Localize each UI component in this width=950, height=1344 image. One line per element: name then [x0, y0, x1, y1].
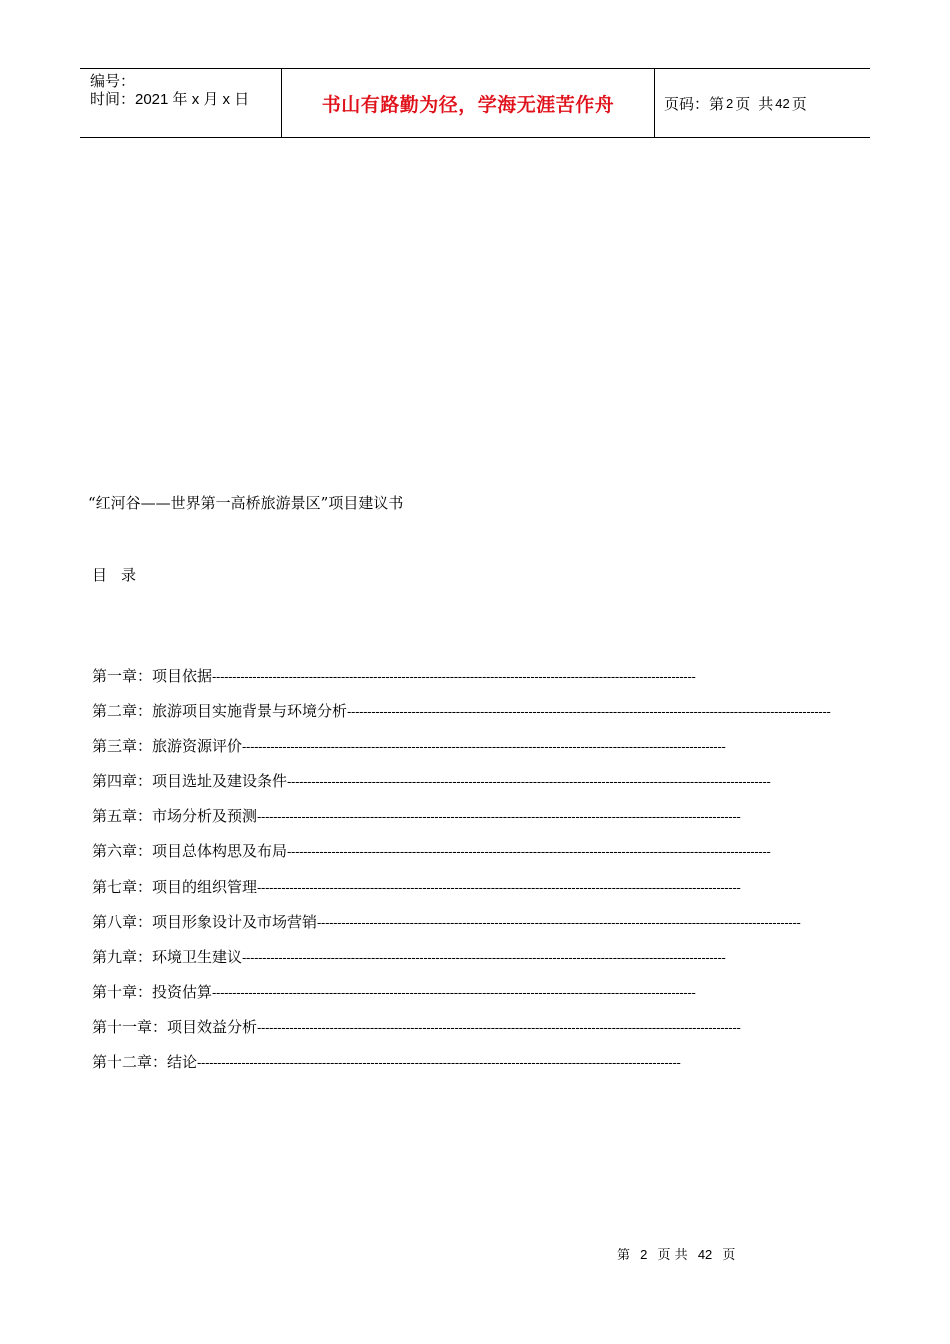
toc-leader: ------------------------------------------------------------------------------------------------------------------------: [242, 949, 726, 965]
toc-item[interactable]: [92, 911, 801, 946]
header-page-total-unit: 页: [791, 94, 807, 113]
toc-chapter-label: 第十章：投资估算: [92, 982, 213, 1001]
document-time-label: 时间：2021 年 x 月 x 日: [90, 91, 250, 108]
toc-leader: ------------------------------------------------------------------------------------------------------------------------: [317, 914, 801, 930]
page-header: [80, 68, 870, 138]
toc-leader: ------------------------------------------------------------------------------------------------------------------------: [347, 704, 831, 720]
toc-item[interactable]: [92, 770, 771, 805]
footer-prefix: 第: [617, 1248, 631, 1263]
toc-chapter-label: 第九章：环境卫生建议: [92, 947, 243, 966]
footer-total-pages: 42: [697, 1247, 713, 1262]
toc-chapter-label: 第三章：旅游资源评价: [92, 737, 243, 756]
header-page-unit: 页: [735, 94, 751, 113]
toc-leader: ------------------------------------------------------------------------------------------------------------------------: [242, 739, 726, 755]
toc-chapter-label: 第四章：项目选址及建设条件: [92, 772, 288, 791]
toc-chapter-label: 第十一章：项目效益分析: [92, 1017, 258, 1036]
toc-leader: ------------------------------------------------------------------------------------------------------------------------: [212, 669, 696, 684]
toc-leader: ------------------------------------------------------------------------------------------------------------------------: [257, 1019, 741, 1035]
footer-middle: 页 共: [657, 1248, 688, 1263]
toc-item[interactable]: [92, 981, 696, 1016]
toc-leader: ------------------------------------------------------------------------------------------------------------------------: [287, 844, 771, 860]
toc-leader: ------------------------------------------------------------------------------------------------------------------------: [257, 809, 741, 825]
toc-leader: ------------------------------------------------------------------------------------------------------------------------: [257, 879, 741, 895]
header-page-info: [664, 69, 870, 137]
toc-item[interactable]: [92, 805, 741, 840]
footer-current-page: 2: [640, 1247, 648, 1262]
toc-leader: ------------------------------------------------------------------------------------------------------------------------: [197, 1055, 681, 1071]
toc-item[interactable]: [92, 665, 696, 700]
toc-item[interactable]: [92, 700, 831, 735]
toc-chapter-label: 第七章：项目的组织管理: [92, 877, 258, 896]
table-of-contents: [92, 665, 831, 1086]
toc-leader: ------------------------------------------------------------------------------------------------------------------------: [212, 984, 696, 1000]
header-page-prefix: 页码：第: [664, 94, 725, 113]
toc-heading: 目录: [92, 566, 151, 584]
toc-chapter-label: 第五章：市场分析及预测: [92, 807, 258, 826]
header-motto: 书山有路勤为径，学海无涯苦作舟: [282, 69, 655, 137]
toc-chapter-label: 第一章：项目依据: [92, 667, 213, 685]
header-page-total-prefix: 共: [758, 94, 774, 113]
document-title: “红河谷——世界第一高桥旅游景区”项目建议书: [88, 494, 404, 512]
toc-leader: ------------------------------------------------------------------------------------------------------------------------: [287, 774, 771, 790]
toc-chapter-label: 第六章：项目总体构思及布局: [92, 842, 288, 861]
toc-chapter-label: 第十二章：结论: [92, 1053, 198, 1072]
toc-item[interactable]: [92, 946, 726, 981]
header-page-current: 2: [726, 95, 734, 111]
toc-item[interactable]: [92, 1051, 681, 1086]
header-meta-cell: [80, 69, 282, 137]
toc-chapter-label: 第八章：项目形象设计及市场营销: [92, 912, 318, 931]
document-number-label: 编号：: [90, 73, 136, 90]
page-footer: [617, 1246, 735, 1265]
footer-suffix: 页: [722, 1248, 736, 1263]
toc-item[interactable]: [92, 876, 741, 911]
toc-chapter-label: 第二章：旅游项目实施背景与环境分析: [92, 702, 348, 721]
toc-item[interactable]: [92, 1016, 741, 1051]
toc-item[interactable]: [92, 735, 726, 770]
header-page-total: 42: [775, 95, 790, 111]
toc-item[interactable]: [92, 840, 771, 875]
